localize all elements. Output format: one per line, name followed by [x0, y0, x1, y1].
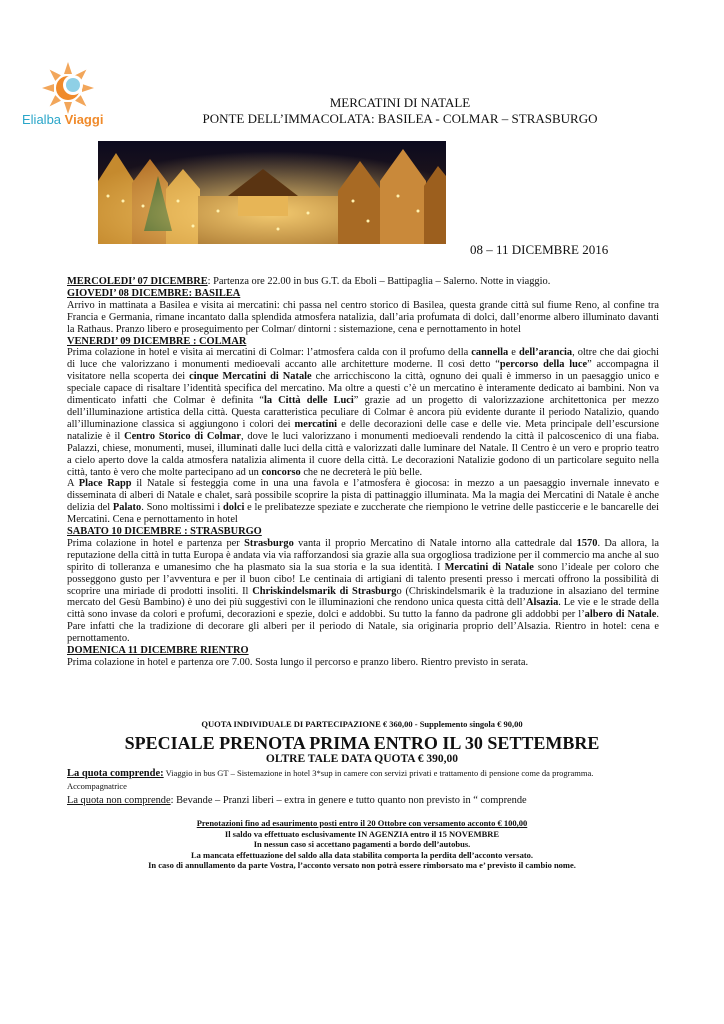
day-heading: SABATO 10 DICEMBRE : STRASBURGO [67, 526, 262, 538]
price-after-date: OLTRE TALE DATA QUOTA € 390,00 [265, 753, 459, 765]
promo-headline: SPECIALE PRENOTA PRIMA ENTRO IL 30 SETTEMBRE [124, 733, 600, 753]
quota-non-comprende: La quota non comprende: Bevande – Pranzi liberi – extra in genere e tutto quanto non previsto in “ comprende [67, 795, 527, 806]
page-subtitle: PONTE DELL’IMMACOLATA: BASILEA - COLMAR – STRASBURGO [202, 111, 598, 126]
comprende-label: La quota comprende: [67, 768, 164, 779]
day-heading: GIOVEDI’ 08 DICEMBRE: BASILEA [67, 287, 241, 299]
christmas-market-photo [98, 141, 446, 244]
day-venerdi-text-2: A Place Rapp il Natale si festeggia come in una una favola e l’atmosfera è giocosa: in mezzo a un paesaggio invernale innevato e disseminata di alberi di Natale e chalet, sarà possibile scoprire la pista di pattinaggio illuminata. Ma la magia dei Mercatini di Natale è anche delizia del Palato. Sono moltissimi i dolci e le prelibatezze speziate e zuccherate che riempiono le vetrine delle pasticcerie e le bancarelle dei Mercatini. Cena e pernottamento in hotel [67, 478, 659, 526]
day-domenica-text: Prima colazione in hotel e partenza ore 7.00. Sosta lungo il percorso e pranzo libero. Rientro previsto in serata. [67, 657, 529, 668]
quota-comprende: La quota comprende: Viaggio in bus GT – Sistemazione in hotel 3*sup in camere con servizi privati e trattamento di pensione come da programma. Accompagnatrice [67, 768, 594, 791]
day-heading: MERCOLEDI’ 07 DICEMBRE [67, 276, 208, 287]
day-sabato-text: Prima colazione in hotel e partenza per Strasburgo vanta il proprio Mercatino di Natale intorno alla cattedrale dal 1570. Da allora, la reputazione della città in tutta Europa è andata via via rafforzandosi sia grazie alla sua orgogliosa tradizione per il commercio ma anche al suo spirito di tolleranza e umanesimo che ha plasmato sia la sua storia e la sua identità. I Mercatini di Natale sono l’ideale per coloro che posseggono gusto per l’avventura e per il buon cibo! Le centinaia di artigiani di talento presenti presso i mercati offrono la possibilità di scoprire una miriade di prodotti insoliti. Il Chriskindelsmarik di Strasburgo (Chriskindelsmarik è la traduzione in alsaziano del termine mercato del Gesù Bambino) è uno dei più suggestivi con le illuminazioni che rendono unica questa città dell’Alsazia. Le vie e le strade della città sono invase da colori e profumi, decorazioni e spezie, dolci e addobbi. Su tutto la fanno da padrone gli addobbi per l’albero di Natale. Pare infatti che la tradizione di decorare gli alberi per il periodo di Natale, sia originaria proprio dell’Alsazia. Rientro in hotel: cena e pernottamento. [67, 537, 659, 645]
day-heading: VENERDI’ 09 DICEMBRE : COLMAR [67, 335, 247, 347]
brand-name [22, 112, 103, 127]
trip-dates: 08 – 11 DICEMBRE 2016 [470, 242, 609, 257]
note-line: In nessun caso si accettano pagamenti a bordo dell’autobus. [253, 839, 471, 849]
itinerary [67, 276, 659, 669]
day-giovedi-text: Arrivo in mattinata a Basilea e visita ai mercatini: chi passa nel centro storico di Basilea, questa grande città sul fiume Reno, al confine tra Francia e Germania, rimane incantato dalla splendida atmosfera natalizia, dall’aria profumata di dolci, dall’enorme albero illuminato davanti la Rathaus. Pranzo libero e proseguimento per Colmar/ dintorni : sistemazione, cena e pernottamento in hotel [67, 299, 659, 335]
price-line: QUOTA INDIVIDUALE DI PARTECIPAZIONE € 360,00 - Supplemento singola € 90,00 [201, 719, 523, 729]
day-heading: DOMENICA 11 DICEMBRE RIENTRO [67, 645, 249, 657]
day-venerdi-text: Prima colazione in hotel e visita ai mercatini di Colmar: l’atmosfera calda con il profumo della cannella e dell’arancia, oltre che dai giochi di luce che valorizzano i monumenti medioevali accanto alle architetture moderne. Il così detto “percorso della luce” accompagna il visitatore nella scoperta dei cinque Mercatini di Natale che arricchiscono la città, ognuno dei quali è immerso in un paesaggio unico e speciale capace di risaltare l’identità specifica del mercatino. Ma oltre a questi c’è un mercatino è interamente dedicato ai bambini. Non va dimenticato infatti che Colmar è definita “la Città delle Luci” grazie ad un progetto di valorizzazione architettonica per mezzo dell’illuminazione artistica della città. Questa caratteristica peculiare di Colmar è ancora più evidente durante il periodo Natalizio, quando all’illuminazione classica si aggiungono i colori dei mercatini e delle decorazioni delle case e delle vie. Meta principale dell’escursione natalizie è il Centro Storico di Colmar, dove le luci valorizzano i monumenti medioevali rendendo la città il palcoscenico di una fiaba. Palazzi, chiese, monumenti, musei, illuminati dalle luci della città e valorizzati dalle luminare del Natale. Il Centro è un vero e proprio teatro a cielo aperto dove la calda atmosfera natalizia alimenta il cuore della città. Le decorazioni Natalizie godono di un particolare seguito nella città, tanto è vero che molte partecipano ad un concorso che ne decreterà le più belle. [67, 347, 659, 478]
note-line: Prenotazioni fino ad esaurimento posti entro il 20 Ottobre con versamento acconto € 100,00 [196, 818, 528, 828]
booking-notes [0, 818, 724, 871]
non-comprende-label: La quota non comprende [67, 795, 171, 806]
brand-name-part1: Elialba [22, 112, 62, 127]
page-title: MERCATINI DI NATALE [329, 95, 471, 110]
day-mercoledi: MERCOLEDI’ 07 DICEMBRE: Partenza ore 22.00 in bus G.T. da Eboli – Battipaglia – Salerno. Notte in viaggio. [67, 276, 551, 287]
note-line: Il saldo va effettuato esclusivamente IN AGENZIA entro il 15 NOVEMBRE [224, 828, 500, 839]
note-line: In caso di annullamento da parte Vostra, l’acconto versato non potrà essere rimborsato ma e’ previsto il cambio nome. [148, 860, 576, 870]
note-line: La mancata effettuazione del saldo alla data stabilita comporta la perdita dell’acconto versato. [190, 849, 534, 860]
brand-name-part2: Viaggi [64, 112, 104, 127]
